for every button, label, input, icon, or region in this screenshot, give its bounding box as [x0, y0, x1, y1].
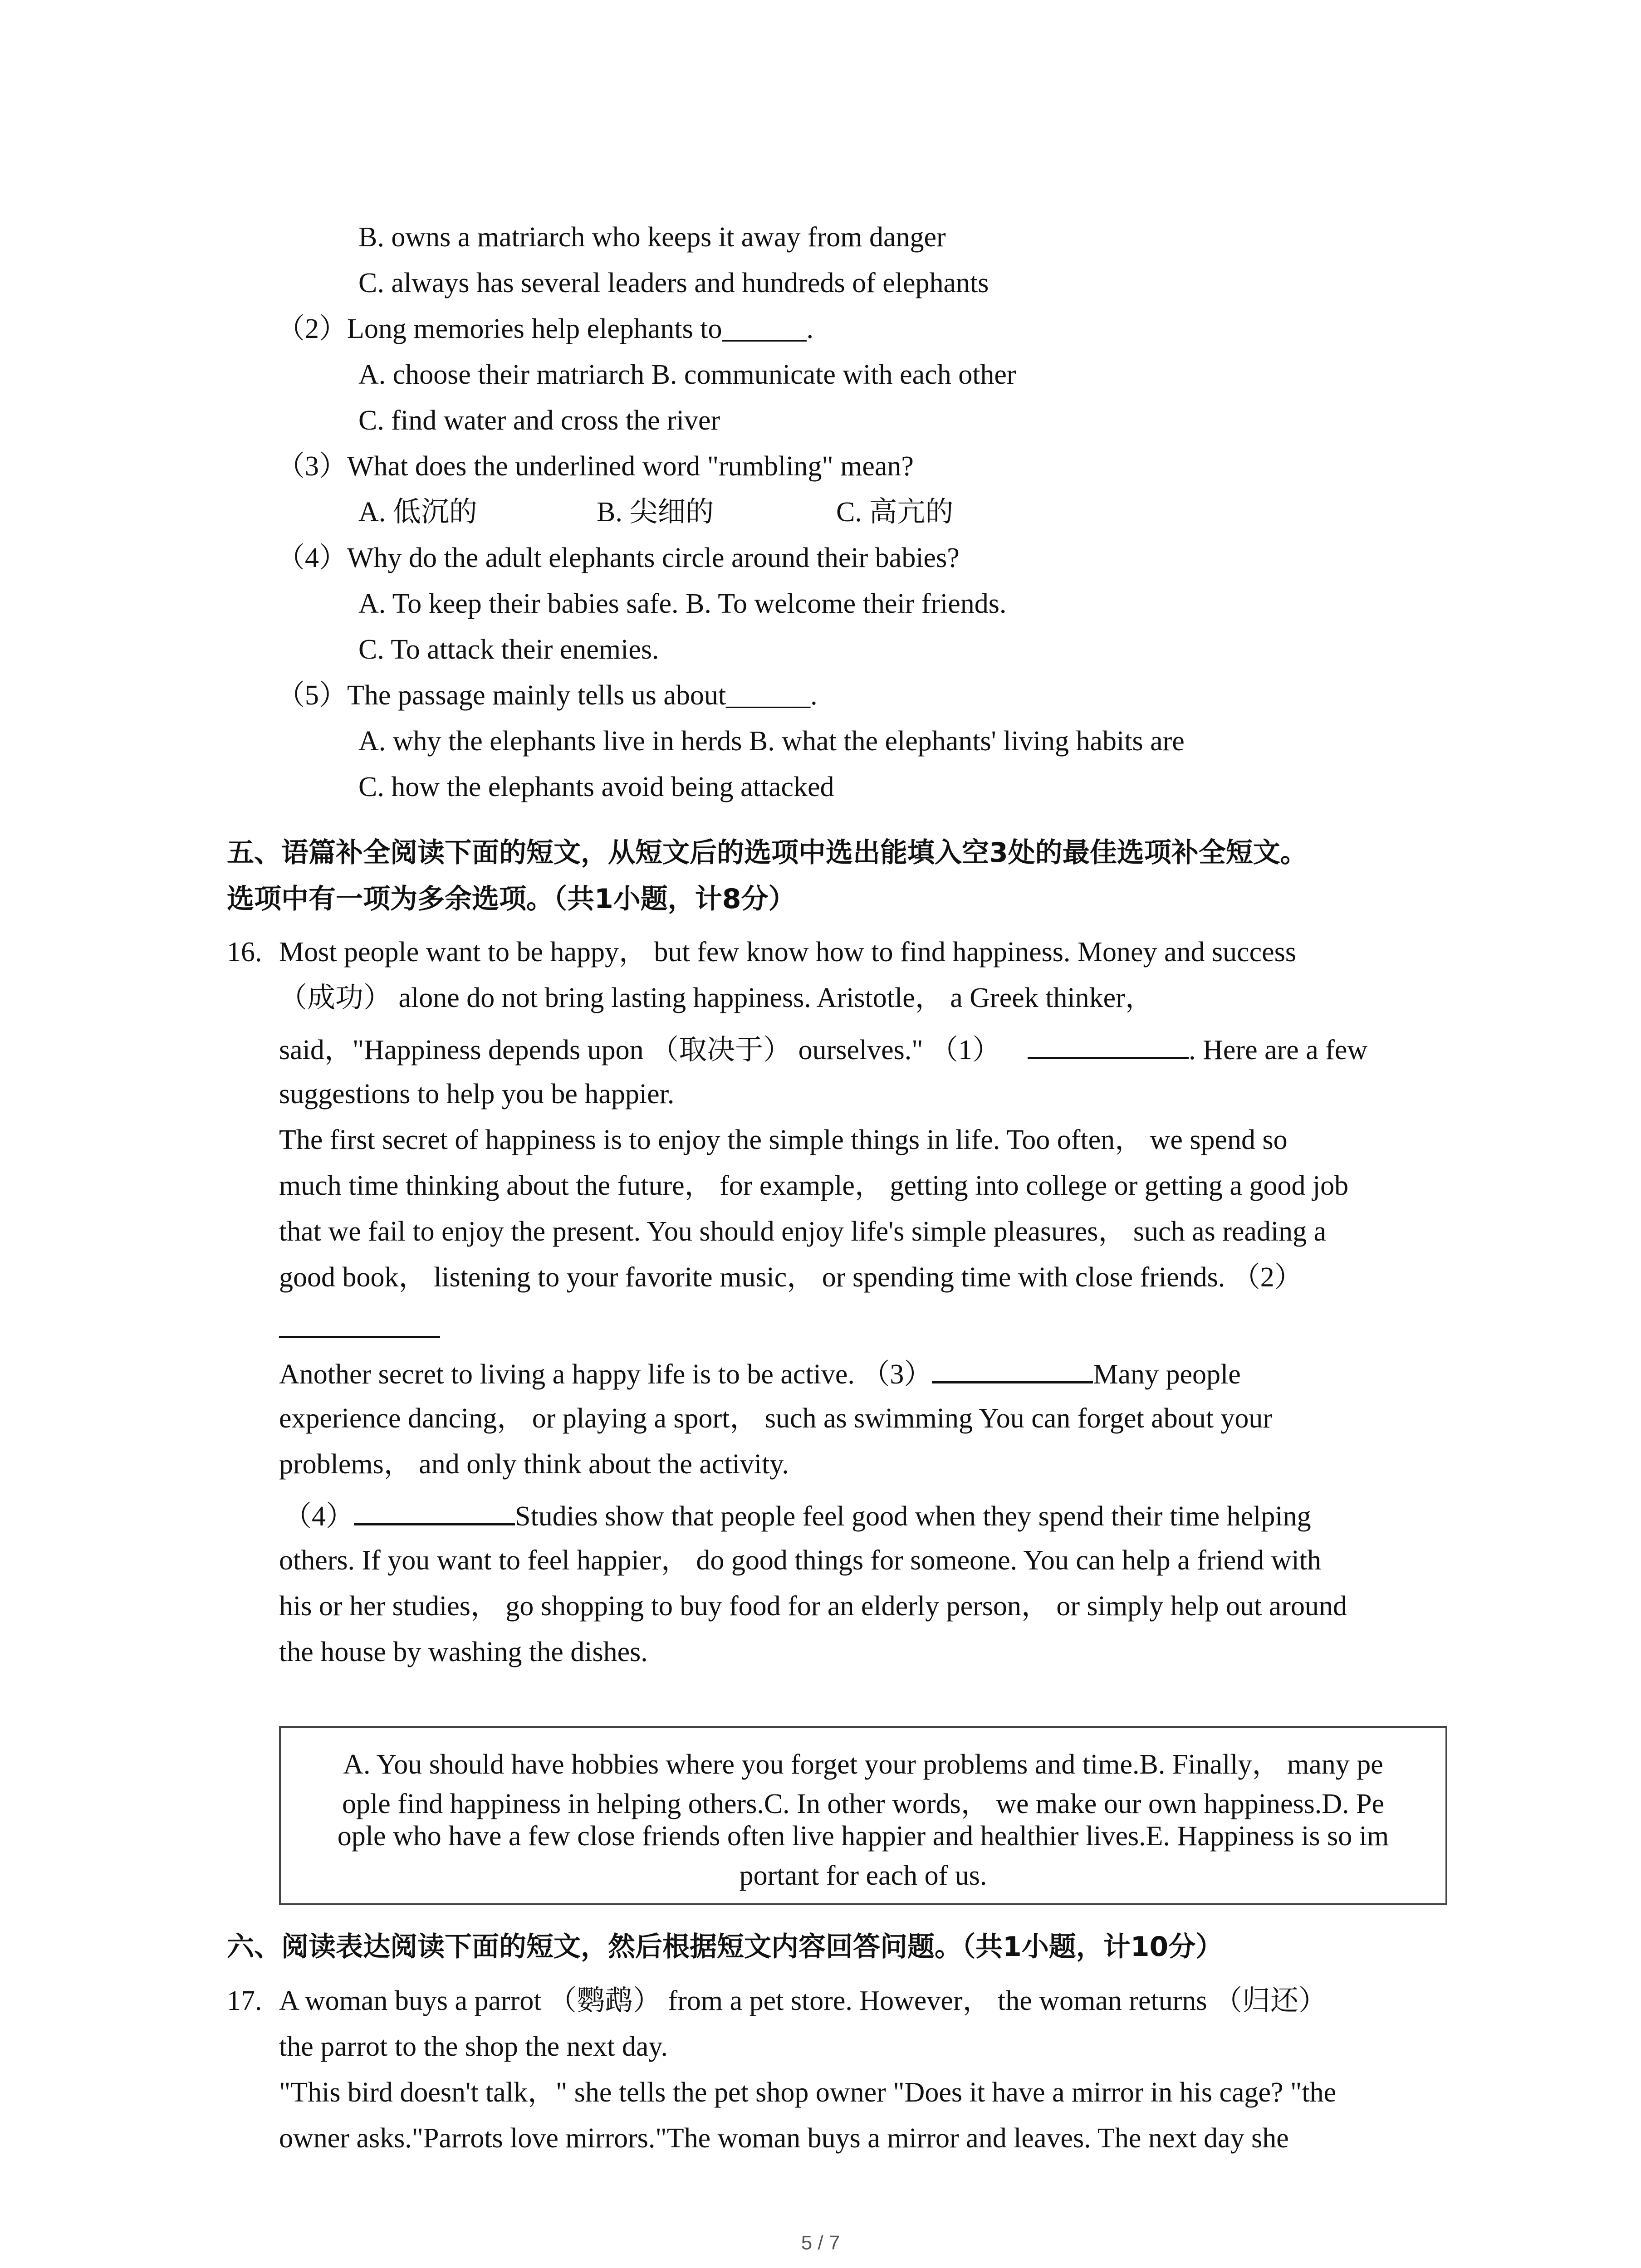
q15-5-options-ab: A. why the elephants live in herds B. what the elephants' living habits are	[358, 726, 1185, 757]
q15-1-option-c: C. always has several leaders and hundreds of elephants	[358, 268, 989, 298]
options-box-line-1: A. You should have hobbies where you forget your problems and time.B. Finally， many pe	[343, 1749, 1383, 1780]
q17-line-1: A woman buys a parrot （鹦鹉） from a pet store. However， the woman returns （归还）	[279, 1985, 1327, 2016]
q17-number: 17.	[227, 1985, 262, 2016]
q17-line-3: "This bird doesn't talk，" she tells the pet shop owner "Does it have a mirror in his cage? "the	[279, 2077, 1337, 2108]
q15-2-option-c: C. find water and cross the river	[358, 405, 720, 436]
q16-line-8: good book， listening to your favorite music， or spending time with close friends. （2）	[279, 1262, 1303, 1293]
q16-line-9	[279, 1359, 1241, 1388]
q15-5-stem: （5）The passage mainly tells us about______.	[277, 680, 818, 711]
section-5-heading-line1: 五、语篇补全阅读下面的短文，从短文后的选项中选出能填入空3处的最佳选项补全短文。	[227, 837, 1308, 869]
q16-line-2: （成功） alone do not bring lasting happiness. Aristotle， a Greek thinker，	[279, 982, 1153, 1013]
q15-1-option-b: B. owns a matriarch who keeps it away from danger	[358, 222, 946, 253]
page-number: 5 / 7	[801, 2232, 840, 2254]
options-box-line-4: portant for each of us.	[739, 1860, 987, 1891]
blank-3[interactable]	[932, 1359, 1093, 1383]
q15-4-stem: （4）Why do the adult elephants circle around their babies?	[277, 543, 960, 573]
q15-2-options-ab: A. choose their matriarch B. communicate with each other	[358, 359, 1016, 390]
q16-line-12-tail: Studies show that people feel good when they spend their time helping	[515, 1501, 1311, 1532]
q16-line-14: his or her studies， go shopping to buy food for an elderly person， or simply help out around	[279, 1591, 1347, 1622]
section-5-heading-line2: 选项中有一项为多余选项。（共1小题，计8分）	[227, 883, 796, 915]
q16-line-4: suggestions to help you be happier.	[279, 1079, 675, 1110]
q16-line-15: the house by washing the dishes.	[279, 1637, 648, 1667]
q16-line-7: that we fail to enjoy the present. You should enjoy life's simple pleasures， such as reading a	[279, 1216, 1327, 1247]
q16-line-6: much time thinking about the future， for example， getting into college or getting a good job	[279, 1170, 1349, 1201]
q17-line-2: the parrot to the shop the next day.	[279, 2031, 668, 2062]
blank-1[interactable]	[1028, 1034, 1189, 1059]
q16-line-1: Most people want to be happy， but few know how to find happiness. Money and success	[279, 937, 1296, 968]
section-6-heading: 六、阅读表达阅读下面的短文，然后根据短文内容回答问题。（共1小题，计10分）	[227, 1931, 1223, 1963]
q16-line-3	[279, 1034, 1367, 1064]
q16-line-9-tail: Many people	[1093, 1359, 1241, 1390]
q16-line-11: problems， and only think about the activity.	[279, 1449, 789, 1480]
q15-4-options-ab: A. To keep their babies safe. B. To welcome their friends.	[358, 588, 1007, 619]
q17-line-4: owner asks."Parrots love mirrors."The woman buys a mirror and leaves. The next day she	[279, 2123, 1289, 2154]
q16-line-12-text: （4）	[284, 1501, 354, 1532]
q15-4-option-c: C. To attack their enemies.	[358, 634, 659, 665]
q15-3-option-c: C. 高亢的	[836, 497, 954, 528]
options-box-line-3: ople who have a few close friends often live happier and healthier lives.E. Happiness is so im	[337, 1821, 1389, 1852]
options-box-line-2: ople find happiness in helping others.C. In other words， we make our own happiness.D. Pe	[342, 1789, 1385, 1819]
q16-line-13: others. If you want to feel happier， do good things for someone. You can help a friend with	[279, 1545, 1321, 1576]
q16-line-12	[284, 1501, 1311, 1530]
q15-3-option-a: A. 低沉的	[358, 497, 477, 528]
blank-4[interactable]	[354, 1501, 515, 1525]
q15-5-option-c: C. how the elephants avoid being attacked	[358, 772, 834, 802]
blank-2[interactable]	[279, 1336, 440, 1338]
q16-line-5: The first secret of happiness is to enjoy the simple things in life. Too often， we spend so	[279, 1124, 1288, 1155]
q16-line-3-tail: . Here are a few	[1189, 1035, 1368, 1066]
q15-3-stem: （3）What does the underlined word "rumbling" mean?	[277, 451, 914, 482]
options-box	[279, 1726, 1447, 1905]
q15-2-stem: （2）Long memories help elephants to______.	[277, 313, 813, 344]
q16-number: 16.	[227, 937, 262, 968]
q16-line-9-text: Another secret to living a happy life is to be active. （3）	[279, 1359, 932, 1390]
q15-3-option-b: B. 尖细的	[597, 497, 714, 528]
q16-line-3-text: said，"Happiness depends upon （取决于） ourselves." （1）	[279, 1035, 1001, 1066]
q16-line-10: experience dancing， or playing a sport， such as swimming You can forget about your	[279, 1403, 1273, 1434]
